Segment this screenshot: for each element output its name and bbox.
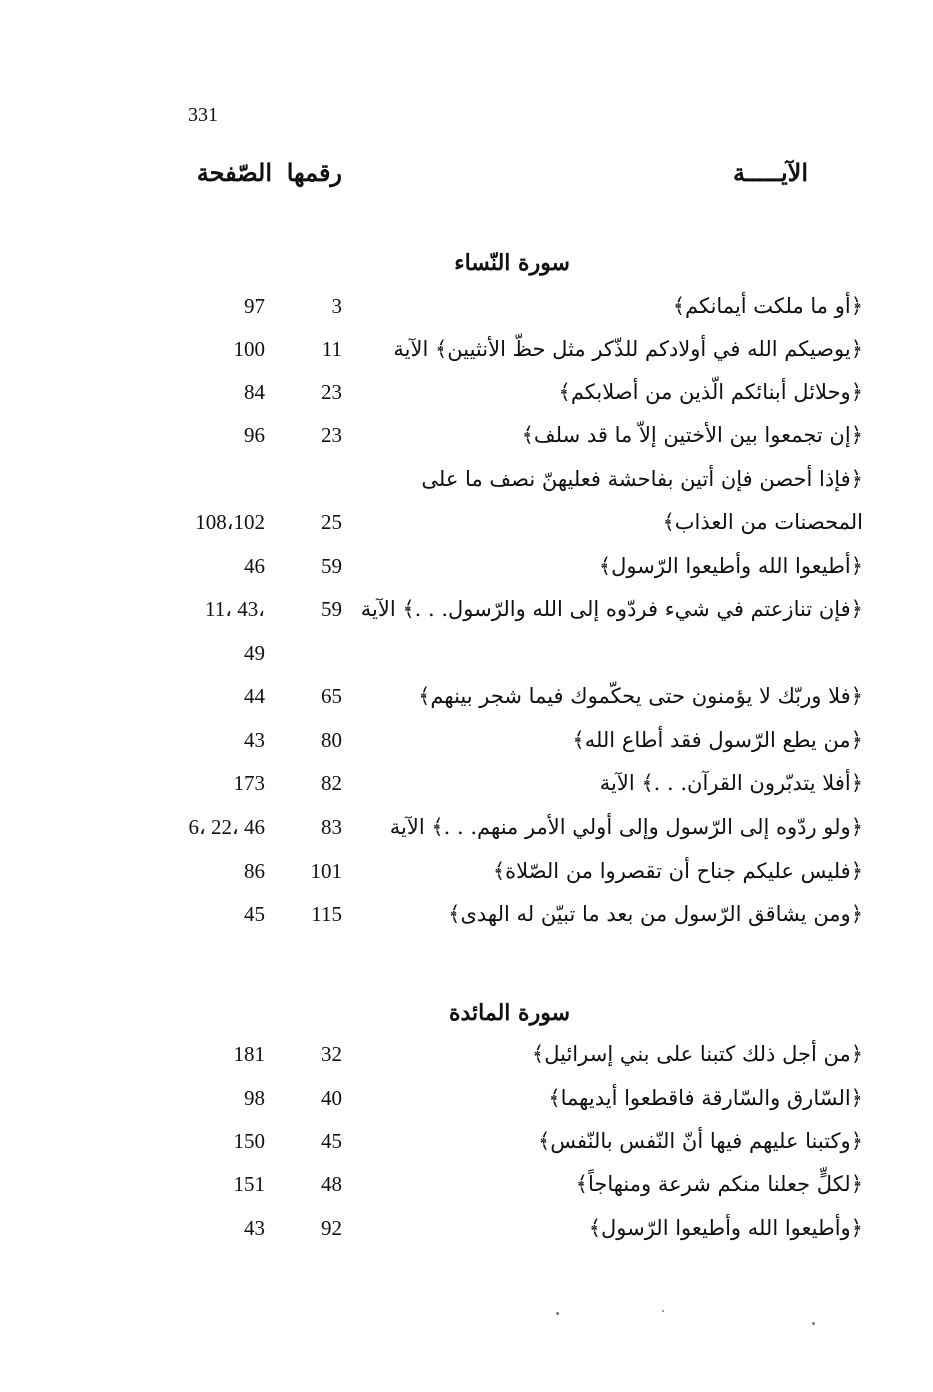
ayah-text: ﴿إن تجمعوا بين الأختين إلاّ ما قد سلف﴾: [521, 423, 863, 447]
page-reference: 108،102: [195, 510, 265, 534]
ayah-number: 92: [321, 1216, 342, 1240]
ayah-number: 59: [321, 554, 342, 578]
column-header-ayah: الآيـــــة: [732, 158, 808, 187]
index-row: [0, 545, 933, 588]
page-reference: 11، 43،: [204, 597, 265, 621]
index-row: [0, 328, 933, 371]
page-reference: 150: [233, 1129, 265, 1153]
ayah-text: ﴿لكلٍّ جعلنا منكم شرعة ومنهاجاً﴾: [575, 1172, 863, 1196]
page-reference: 96: [244, 423, 265, 447]
index-row: [0, 458, 933, 501]
scan-speck: [812, 1322, 815, 1325]
ayah-text: ﴿أفلا يتدبّرون القرآن. . .﴾ الآية: [599, 771, 863, 795]
page-reference: 181: [233, 1042, 265, 1066]
ayah-text: ﴿أو ما ملكت أيمانكم﴾: [672, 294, 863, 318]
column-header-page: الصّفحة: [196, 158, 272, 187]
ayah-text: ﴿من يطع الرّسول فقد أطاع الله﴾: [572, 728, 863, 752]
index-row: [0, 1207, 933, 1250]
surah-title-nisa: سورة النّساء: [454, 250, 570, 276]
index-row: [0, 371, 933, 414]
page-reference: 43: [244, 728, 265, 752]
index-row: [0, 414, 933, 457]
page-reference: 44: [244, 684, 265, 708]
page-reference: 49: [244, 641, 265, 665]
ayah-text: ﴿يوصيكم الله في أولادكم للذّكر مثل حظّ الأنثيين﴾ الآية: [393, 337, 863, 361]
ayah-number: 23: [321, 380, 342, 404]
index-row: [0, 850, 933, 893]
ayah-number: 82: [321, 771, 342, 795]
page-number: 331: [188, 104, 218, 126]
ayah-number: 40: [321, 1086, 342, 1110]
ayah-text: ﴿أطيعوا الله وأطيعوا الرّسول﴾: [598, 554, 863, 578]
ayah-text: المحصنات من العذاب﴾: [662, 510, 863, 534]
index-row: [0, 285, 933, 328]
page-reference: 43: [244, 1216, 265, 1240]
ayah-text: ﴿من أجل ذلك كتبنا على بني إسرائيل﴾: [531, 1042, 863, 1066]
ayah-number: 11: [321, 337, 342, 361]
ayah-number: 65: [321, 684, 342, 708]
index-row: [0, 501, 933, 544]
ayah-text: ﴿ولو ردّوه إلى الرّسول وإلى أولي الأمر منهم. . .﴾ الآية: [389, 815, 863, 839]
ayah-text: ﴿ومن يشاقق الرّسول من بعد ما تبيّن له الهدى﴾: [448, 902, 863, 926]
scan-speck: [556, 1312, 559, 1315]
ayah-number: 25: [321, 510, 342, 534]
page-reference: 97: [244, 294, 265, 318]
ayah-number: 80: [321, 728, 342, 752]
page-reference: 45: [244, 902, 265, 926]
page-reference: 86: [244, 859, 265, 883]
index-row: [0, 806, 933, 849]
page-reference: 98: [244, 1086, 265, 1110]
index-row: [0, 1163, 933, 1206]
page-reference: 151: [233, 1172, 265, 1196]
index-row: [0, 1120, 933, 1163]
index-row: [0, 893, 933, 936]
ayah-number: 32: [321, 1042, 342, 1066]
index-row: [0, 632, 933, 675]
index-row: [0, 1033, 933, 1076]
page-reference: 46: [244, 554, 265, 578]
index-row: [0, 762, 933, 805]
ayah-text: ﴿وكتبنا عليهم فيها أنّ النّفس بالنّفس﴾: [537, 1129, 863, 1153]
page-reference: 100: [233, 337, 265, 361]
ayah-number: 83: [321, 815, 342, 839]
page-reference: 84: [244, 380, 265, 404]
ayah-text: ﴿فإذا أحصن فإن أتين بفاحشة فعليهنّ نصف ما على: [421, 467, 863, 491]
index-row: [0, 588, 933, 631]
ayah-number: 115: [311, 902, 342, 926]
ayah-number: 59: [321, 597, 342, 621]
ayah-number: 23: [321, 423, 342, 447]
ayah-text: ﴿فليس عليكم جناح أن تقصروا من الصّلاة﴾: [492, 859, 863, 883]
ayah-number: 45: [321, 1129, 342, 1153]
ayah-text: ﴿وحلائل أبنائكم الّذين من أصلابكم﴾: [558, 380, 863, 404]
ayah-text: ﴿فلا وربّك لا يؤمنون حتى يحكّموك فيما شجر بينهم﴾: [418, 684, 863, 708]
ayah-number: 3: [331, 294, 342, 318]
index-row: [0, 719, 933, 762]
ayah-text: ﴿وأطيعوا الله وأطيعوا الرّسول﴾: [588, 1216, 863, 1240]
scan-speck: [662, 1310, 664, 1312]
index-row: [0, 1077, 933, 1120]
page-reference: 173: [233, 771, 265, 795]
ayah-text: ﴿فإن تنازعتم في شيء فردّوه إلى الله والرّسول. . .﴾ الآية: [360, 597, 863, 621]
index-row: [0, 675, 933, 718]
ayah-text: ﴿السّارق والسّارقة فاقطعوا أيديهما﴾: [548, 1086, 863, 1110]
ayah-number: 48: [321, 1172, 342, 1196]
ayah-number: 101: [310, 859, 342, 883]
page-reference: 6، 22، 46: [188, 815, 265, 839]
column-header-number: رقمها: [286, 158, 342, 187]
surah-title-maida: سورة المائدة: [448, 1000, 570, 1026]
